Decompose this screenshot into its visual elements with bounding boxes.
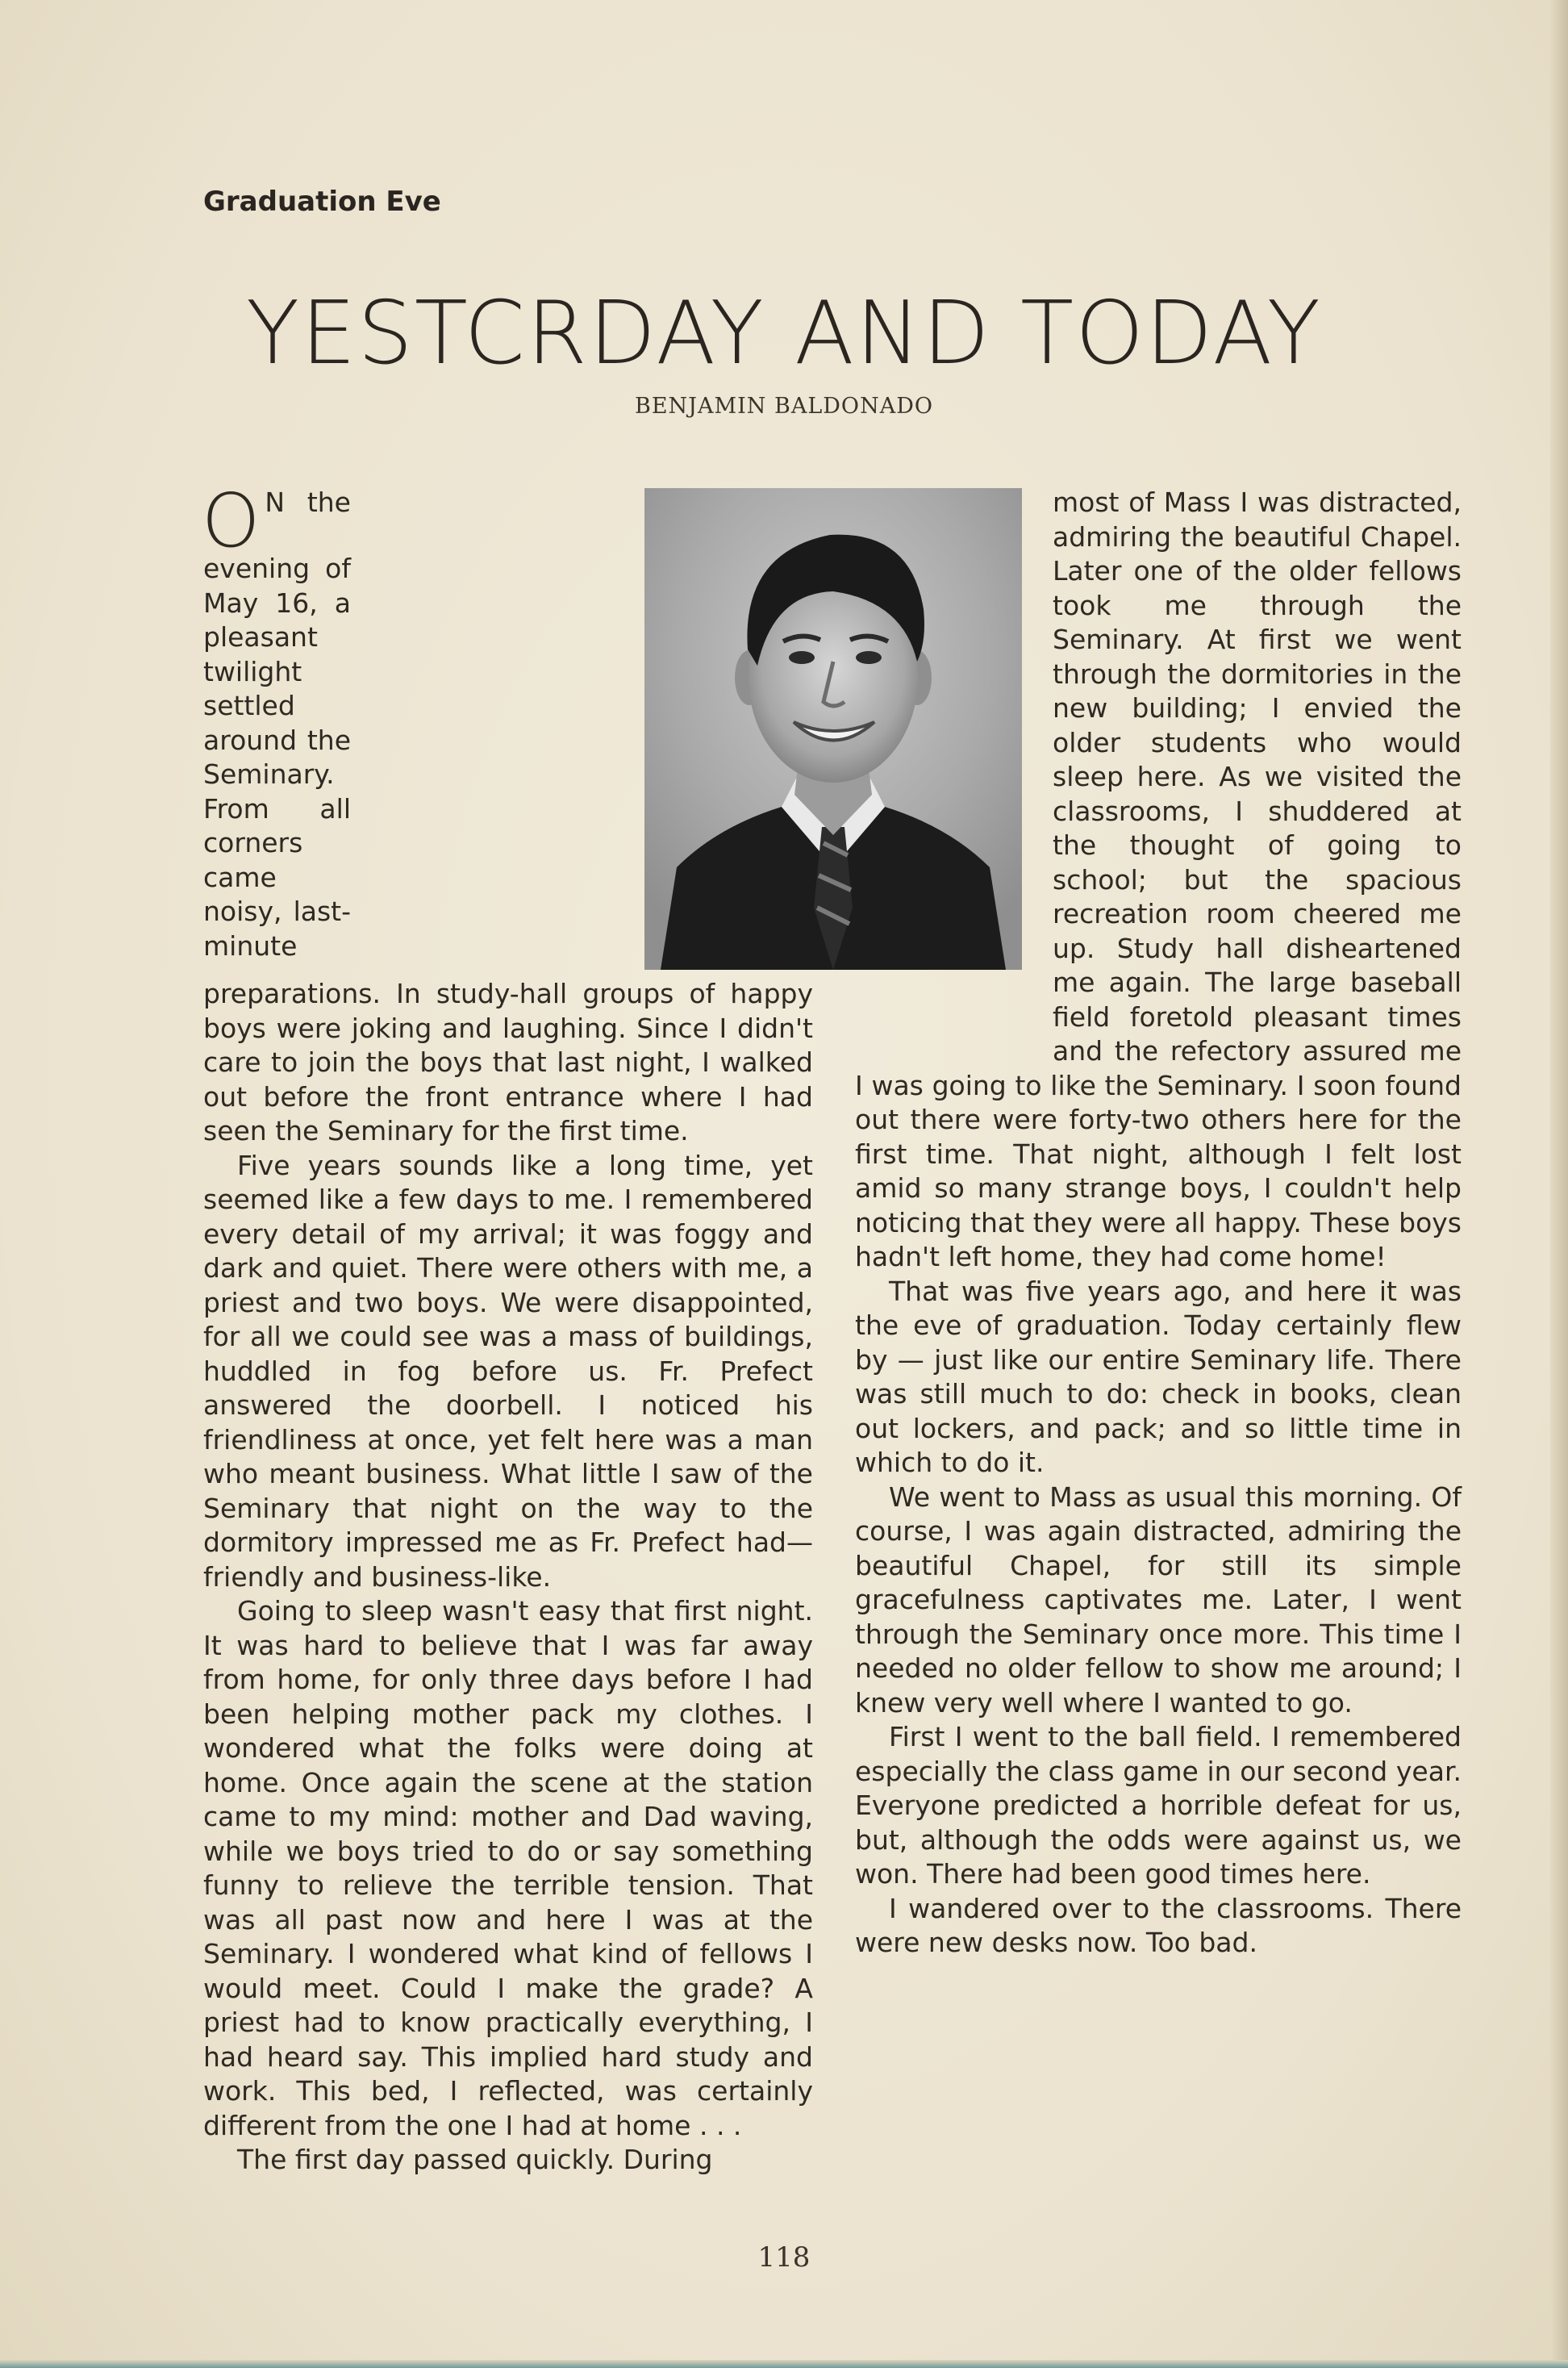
author-portrait-photo [644,488,1022,970]
portrait-illustration [644,488,1022,970]
paragraph-9: I wandered over to the classrooms. There were new desks now. Too bad. [855,1892,1462,1958]
paragraph-3: Going to sleep wasn't easy that first night. It was hard to believe that I was far away from home, for only three days before I had been helping mother pack my clothes. I wondered what the folks were doing at home. Once again the scene at the station came to my mind: mother and Dad waving, while we boys tried to do or say something funny to relieve the terrible tension. That was all past now and here I was at the Seminary. I wondered what kind of fellows I would meet. Could I make the grade? A priest had to know practically everything, I had heard say. This implied hard study and work. This bed, I reflected, was certainly different from the one I had at home . . . [203,1595,813,2141]
paragraph-6: That was five years ago, and here it was the eve of graduation. Today certainly flew by — just like our entire Seminary life. There was still much to do: check in books, clean out lockers, and pack; and so little time in which to do it. [855,1275,1462,1478]
paragraph-4: The first day passed quickly. During [237,2144,713,2175]
paragraph-5: most of Mass I was distracted, admiring the beautiful Chapel. Later one of the older fellows took me through the Seminary. At first we went through the dormitories in the new building; I envied the older students who would sleep here. As we visited the classrooms, I shuddered at the thought of going to school; but the spacious recreation room cheered me up. Study hall disheartened me again. The large baseball field foretold pleasant times and the refectory assured me I was going to like the Seminary. I soon found out there were forty-two others here for the first time. That night, although I felt lost amid so many strange boys, I couldn't help noticing that they were all happy. These boys hadn't left home, they had come home! [855,487,1462,1272]
running-head: Graduation Eve [203,186,441,218]
page-edge-bottom [0,2360,1568,2368]
paragraph-7: We went to Mass as usual this morning. Of course, I was again distracted, admiring the beautiful Chapel, for still its simple gracefulness captivates me. Later, I went through the Seminary once more. This time I needed no older fellow to show me around; I knew very well where I wanted to go. [855,1481,1462,1719]
paragraph-2: Five years sounds like a long time, yet seemed like a few days to me. I remembered every detail of my arrival; it was foggy and dark and quiet. There were others with me, a priest and two boys. We were disappointed, for all we could see was a mass of buildings, huddled in fog before us. Fr. Prefect answered the doorbell. I noticed his friendliness at once, yet felt here was a man who meant business. What little I saw of the Seminary that night on the way to the dormitory impressed me as Fr. Prefect had—friendly and business-like. [203,1149,813,1593]
article-title: YESTCRDAY AND TODAY [246,283,1322,384]
drop-cap: O [202,478,261,564]
page-number: 118 [757,2241,811,2274]
article-author: BENJAMIN BALDONADO [635,394,933,419]
paragraph-8: First I went to the ball field. I remembered especially the class game in our second year. Everyone predicted a horrible defeat for us, but, although the odds were against us, we won. There had been good times here. [855,1721,1462,1890]
paragraph-1-text: N the evening of May 16, a pleasant twilight settled around the Seminary. From all corners came noisy, last-minute preparations. In study-hall groups of happy boys were joking and laughing. Since I didn't care to join the boys that last night, I walked out before the front entrance where I had seen the Seminary for the first time. [203,487,813,1146]
